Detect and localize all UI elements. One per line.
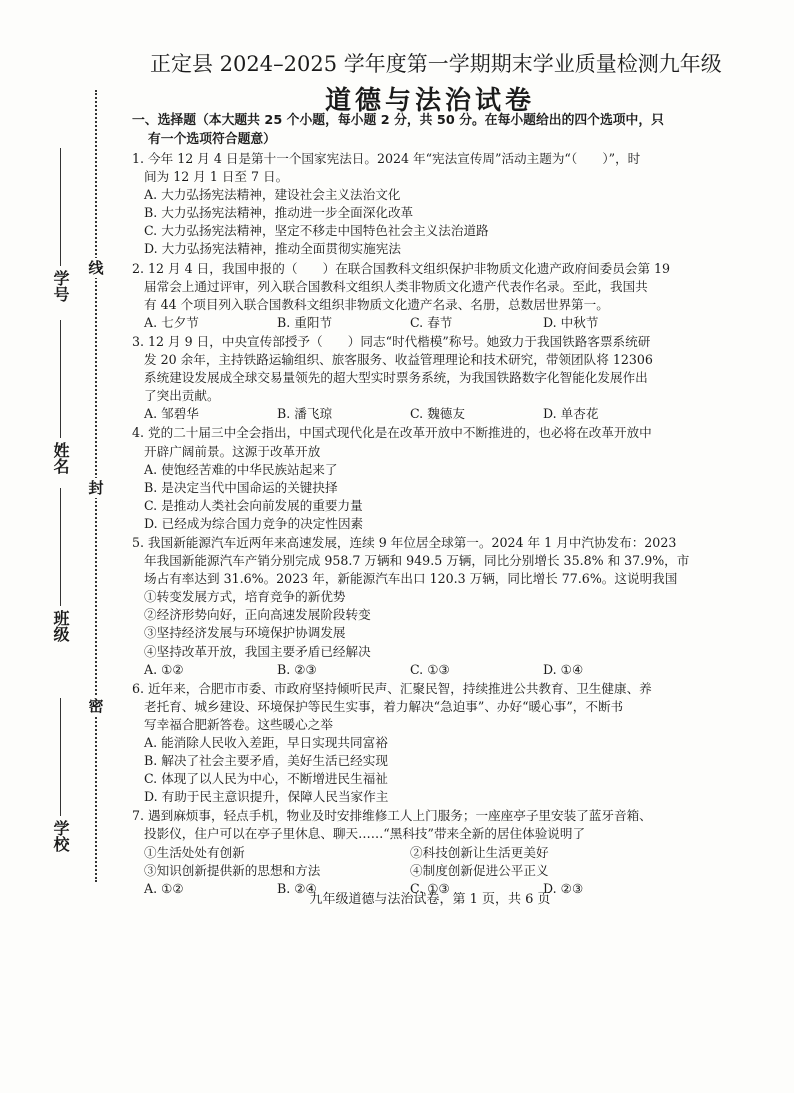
- question-3: 3. 12 月 9 日，中央宣传部授予（ ）同志“时代楷模”称号。她致力于我国铁路客票系统研 发 20 余年，主持铁路运输组织、旅客服务、收益管理理论和技术研究，带领团队将 12306 系统建设发展成全球交易量领先的超大型实时票务系统，为我国铁路数字化智能化发展作出 了突出贡献。 A. 邹碧华 B. 潘飞琼 C. 魏德友 D. 单杏花: [132, 333, 698, 423]
- option-d: D. 已经成为综合国力竞争的决定性因素: [144, 515, 364, 531]
- options-row: [132, 314, 698, 332]
- statement-4: ④制度创新促进公平正义: [410, 862, 549, 878]
- page-footer: 九年级道德与法治试卷，第 1 页，共 6 页: [309, 892, 551, 907]
- question-5: 5. 我国新能源汽车近两年来高速发展，连续 9 年位居全球第一。2024 年 1 月中汽协发布：2023 年我国新能源汽车产销分别完成 958.7 万辆和 949.5 万辆，同比分别增长 35.8% 和 37.9%，市 场占有率达到 31.6%。2023 年，新能源汽车出口 120.3 万辆，同比增长 77.6%。这说明我国 ①转变发展方式，培育竞争的新优势 ②经济形势向好，正向高速发展阶段转变 ③坚持经济发展与环境保护协调发展 ④坚持改革开放，我国主要矛盾已经解决 A. ①② B. ②③ C. ①③ D. ①④: [132, 534, 698, 679]
- option-a: A. 七夕节: [144, 314, 199, 330]
- option-a: A. 大力弘扬宪法精神，建设社会主义法治文化: [144, 187, 401, 203]
- option-a: A. 使饱经苦难的中华民族站起来了: [144, 461, 338, 477]
- question-7: 7. 遇到麻烦事，轻点手机，物业及时安排维修工人上门服务；一座座亭子里安装了蓝牙音箱、 投影仪，住户可以在亭子里休息、聊天……“黑科技”带来全新的居住体验说明了 ①生活处处有创新 ②科技创新让生活更美好 ③知识创新提供新的思想和方法 ④制度创新促进公平正义 A. ①② B. ②④ C. ①③ D. ②③: [132, 807, 698, 897]
- question-stem: 1. 今年 12 月 4 日是第十一个国家宪法日。2024 年“宪法宣传周”活动主题为“（ ）”，时: [132, 151, 641, 166]
- exam-title: 道德与法治试卷: [324, 86, 535, 116]
- option-a: A. ①②: [144, 661, 184, 677]
- question-4: 4. 党的二十届三中全会指出，中国式现代化是在改革开放中不断推进的，也必将在改革开放中 开辟广阔前景。这源于改革开放 A. 使饱经苦难的中华民族站起来了 B. 是决定当代中国命运的关键抉择 C. 是推动人类社会向前发展的重要力量 D. 已经成为综合国力竞争的决定性因素: [132, 424, 698, 533]
- question-2: 2. 12 月 4 日，我国申报的（ ）在联合国教科文组织保护非物质文化遗产政府间委员会第 19 届常会上通过评审，列入联合国教科文组织人类非物质文化遗产代表作名录。至此，我国共 有 44 个项目列入联合国教科文组织非物质文化遗产名录、名册，总数居世界第一。 A. 七夕节 B. 重阳节 C. 春节 D. 中秋节: [132, 260, 698, 332]
- option-d: D. ②③: [543, 880, 584, 896]
- option-d: D. ①④: [543, 661, 584, 677]
- student-id-label: 学号: [51, 270, 70, 302]
- question-stem: 5. 我国新能源汽车近两年来高速发展，连续 9 年位居全球第一。2024 年 1 月中汽协发布：2023: [132, 534, 677, 550]
- option-c: C. ①③: [410, 661, 450, 677]
- question-area: [132, 112, 698, 898]
- section-heading: 一、选择题（本大题共 25 个小题，每小题 2 分，共 50 分。在每小题给出的四个选项中，只 有一个选项符合题意）: [132, 113, 664, 147]
- option-b: B. 潘飞琼: [277, 406, 333, 422]
- option-b: B. 重阳节: [277, 314, 333, 330]
- statement-1: ①生活处处有创新: [144, 844, 245, 860]
- name-label: 姓名: [51, 442, 70, 474]
- statement-3: ③知识创新提供新的思想和方法: [144, 862, 321, 878]
- option-c: C. 春节: [410, 314, 453, 330]
- statement-1: ①转变发展方式，培育竞争的新优势: [144, 589, 346, 605]
- option-d: D. 中秋节: [543, 314, 599, 330]
- option-b: B. ②③: [277, 661, 317, 677]
- name-field: [40, 320, 120, 480]
- option-b: B. 大力弘扬宪法精神，推动进一步全面深化改革: [144, 205, 414, 221]
- option-b: B. ②④: [277, 880, 317, 896]
- school-label: 学校: [51, 820, 70, 852]
- question-6: 6. 近年来，合肥市市委、市政府坚持倾听民声、汇聚民智，持续推进公共教育、卫生健康、养 老托育、城乡建设、环境保护等民生实事，着力解决“急迫事”、办好“暖心事”，不断书 写幸福合肥新答卷。这些暖心之举 A. 能消除人民收入差距，早日实现共同富裕 B. 解决了社会主要矛盾，美好生活已经实现 C. 体现了以人民为中心，不断增进民生福祉 D. 有助于民主意识提升，保障人民当家作主: [132, 680, 698, 807]
- option-b: B. 是决定当代中国命运的关键抉择: [144, 479, 338, 495]
- exam-header: 正定县 2024–2025 学年度第一学期期末学业质量检测九年级: [150, 52, 722, 76]
- option-a: A. 邹碧华: [144, 406, 199, 422]
- option-c: C. 大力弘扬宪法精神，坚定不移走中国特色社会主义法治道路: [144, 223, 489, 239]
- option-a: A. ①②: [144, 880, 184, 896]
- statement-4: ④坚持改革开放，我国主要矛盾已经解决: [144, 643, 371, 659]
- student-id-field: [40, 148, 120, 308]
- option-c: C. 是推动人类社会向前发展的重要力量: [144, 497, 363, 513]
- class-label: 班级: [51, 610, 70, 642]
- options-row: [132, 661, 698, 679]
- option-d: D. 有助于民主意识提升，保障人民当家作主: [144, 789, 389, 805]
- class-field: [40, 488, 120, 648]
- statement-2: ②科技创新让生活更美好: [410, 844, 549, 860]
- question-stem: 2. 12 月 4 日，我国申报的（ ）在联合国教科文组织保护非物质文化遗产政府间委员会第 19: [132, 260, 671, 276]
- question-stem: 3. 12 月 9 日，中央宣传部授予（ ）同志“时代楷模”称号。她致力于我国铁路客票系统研: [132, 333, 651, 349]
- seal-char-mi: 密: [86, 696, 106, 716]
- seal-char-xian: 线: [86, 258, 106, 278]
- seal-char-feng: 封: [86, 478, 106, 498]
- option-d: D. 单杏花: [543, 406, 599, 422]
- option-c: C. 体现了以人民为中心，不断增进民生福祉: [144, 771, 388, 787]
- statements-row: [132, 862, 698, 880]
- option-c: C. ①③: [410, 880, 450, 896]
- question-1: 1. 今年 12 月 4 日是第十一个国家宪法日。2024 年“宪法宣传周”活动主题为“（ ）”，时 间为 12 月 1 日至 7 日。 A. 大力弘扬宪法精神，建设社会主义法治文化 B. 大力弘扬宪法精神，推动进一步全面深化改革 C. 大力弘扬宪法精神，坚定不移走中国特色社会主义法治道路 D. 大力弘扬宪法精神，推动全面贯彻实施宪法: [132, 150, 698, 259]
- question-stem: 4. 党的二十届三中全会指出，中国式现代化是在改革开放中不断推进的，也必将在改革开放中: [132, 425, 652, 441]
- option-c: C. 魏德友: [410, 406, 465, 422]
- statement-3: ③坚持经济发展与环境保护协调发展: [144, 625, 346, 641]
- question-stem: 6. 近年来，合肥市市委、市政府坚持倾听民声、汇聚民智，持续推进公共教育、卫生健康、养: [132, 680, 652, 696]
- statements-row: [132, 844, 698, 862]
- school-field: [40, 698, 120, 858]
- option-b: B. 解决了社会主要矛盾，美好生活已经实现: [144, 753, 388, 769]
- question-stem: 7. 遇到麻烦事，轻点手机，物业及时安排维修工人上门服务；一座座亭子里安装了蓝牙音箱、: [132, 808, 652, 824]
- statement-2: ②经济形势向好，正向高速发展阶段转变: [144, 607, 371, 623]
- options-row: [132, 405, 698, 423]
- option-a: A. 能消除人民收入差距，早日实现共同富裕: [144, 735, 388, 750]
- option-d: D. 大力弘扬宪法精神，推动全面贯彻实施宪法: [144, 241, 401, 257]
